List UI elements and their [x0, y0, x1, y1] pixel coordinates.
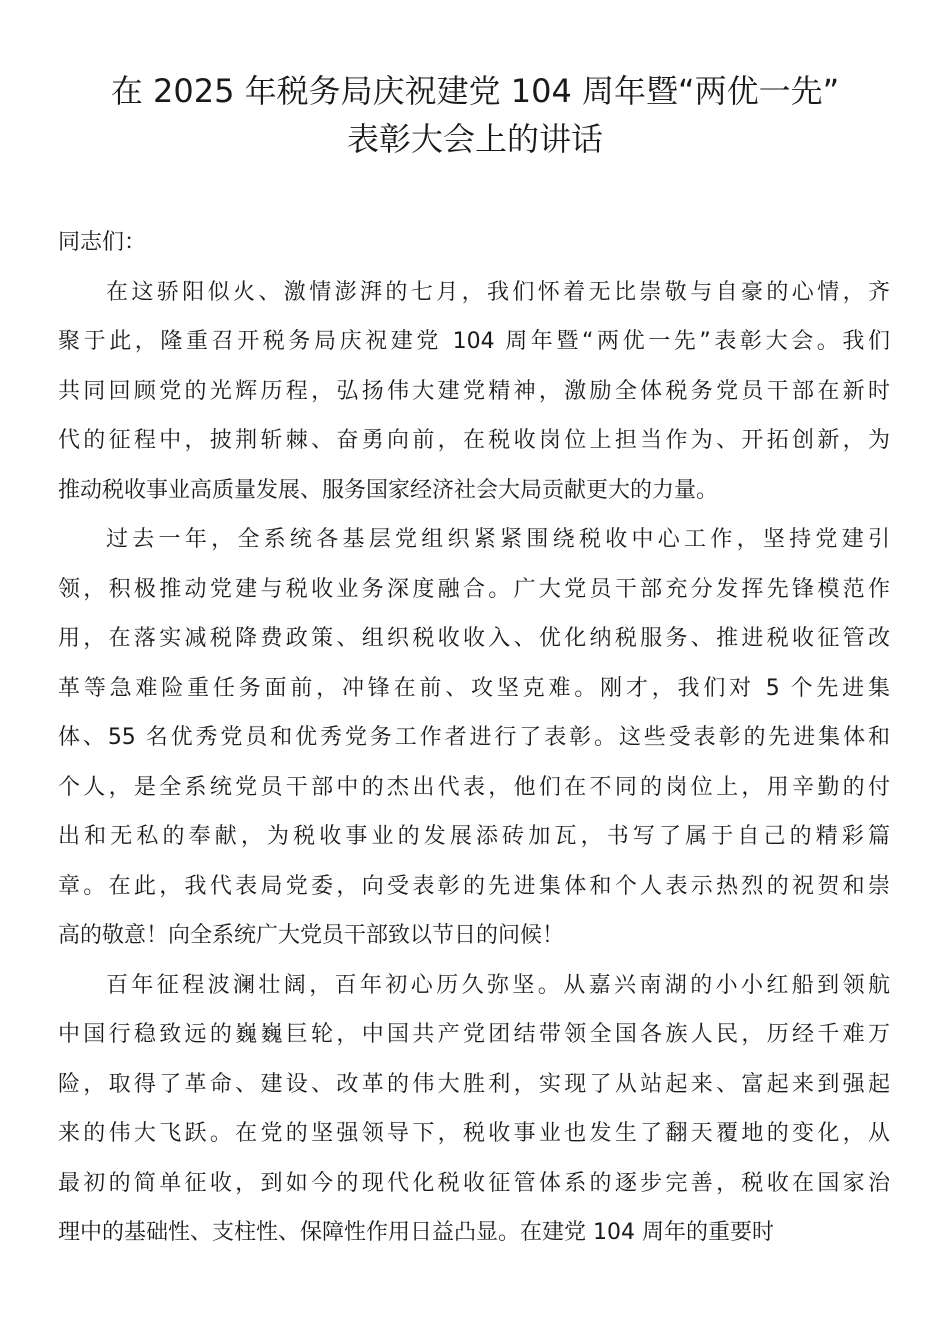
paragraph-line: 险，取得了革命、建设、改革的伟大胜利，实现了从站起来、富起来到强起: [58, 1071, 890, 1097]
paragraph-2: [58, 515, 890, 961]
paragraph-line: 革等急难险重任务面前，冲锋在前、攻坚克难。刚才，我们对 5 个先进集: [58, 675, 890, 701]
paragraph-line: 章。在此，我代表局党委，向受表彰的先进集体和个人表示热烈的祝贺和崇: [58, 873, 890, 899]
paragraph-1: [58, 268, 890, 516]
paragraph-line: 在这骄阳似火、激情澎湃的七月，我们怀着无比崇敬与自豪的心情，齐: [106, 279, 890, 305]
speech-body: [58, 218, 890, 1258]
paragraph-line: 高的敬意！向全系统广大党员干部致以节日的问候！: [58, 923, 565, 948]
paragraph-line: 来的伟大飞跃。在党的坚强领导下，税收事业也发生了翻天覆地的变化，从: [58, 1121, 890, 1146]
paragraph-line: 出和无私的奉献，为税收事业的发展添砖加瓦，书写了属于自己的精彩篇: [58, 824, 890, 849]
paragraph-line: 最初的简单征收，到如今的现代化税收征管体系的逐步完善，税收在国家治: [58, 1170, 890, 1196]
paragraph-line: 理中的基础性、支柱性、保障性作用日益凸显。在建党 104 周年的重要时: [58, 1220, 774, 1245]
paragraph-line: 百年征程波澜壮阔，百年初心历久弥坚。从嘉兴南湖的小小红船到领航: [106, 972, 890, 998]
paragraph-line: 用，在落实减税降费政策、组织税收收入、优化纳税服务、推进税收征管改: [58, 626, 890, 651]
speech-title-line-1: 在 2025 年税务局庆祝建党 104 周年暨“两优一先”: [110, 72, 840, 110]
paragraph-line: 个人，是全系统党员干部中的杰出代表，他们在不同的岗位上，用辛勤的付: [58, 774, 890, 800]
paragraph-line: 代的征程中，披荆斩棘、奋勇向前，在税收岗位上担当作为、开拓创新，为: [58, 428, 890, 453]
salutation: 同志们：: [58, 230, 147, 255]
paragraph-line: 推动税收事业高质量发展、服务国家经济社会大局贡献更大的力量。: [58, 477, 719, 503]
paragraph-line: 体、55 名优秀党员和优秀党务工作者进行了表彰。这些受表彰的先进集体和: [58, 725, 890, 750]
paragraph-line: 领，积极推动党建与税收业务深度融合。广大党员干部充分发挥先锋模范作: [58, 576, 890, 602]
speech-title-line-2: 表彰大会上的讲话: [346, 120, 603, 158]
paragraph-line: 共同回顾党的光辉历程，弘扬伟大建党精神，激励全体税务党员干部在新时: [58, 378, 890, 404]
paragraph-3: [58, 961, 890, 1258]
paragraph-line: 过去一年，全系统各基层党组织紧紧围绕税收中心工作，坚持党建引: [106, 527, 890, 552]
paragraph-line: 中国行稳致远的巍巍巨轮，中国共产党团结带领全国各族人民，历经千难万: [58, 1022, 890, 1047]
paragraph-line: 聚于此，隆重召开税务局庆祝建党 104 周年暨“两优一先”表彰大会。我们: [58, 329, 890, 354]
